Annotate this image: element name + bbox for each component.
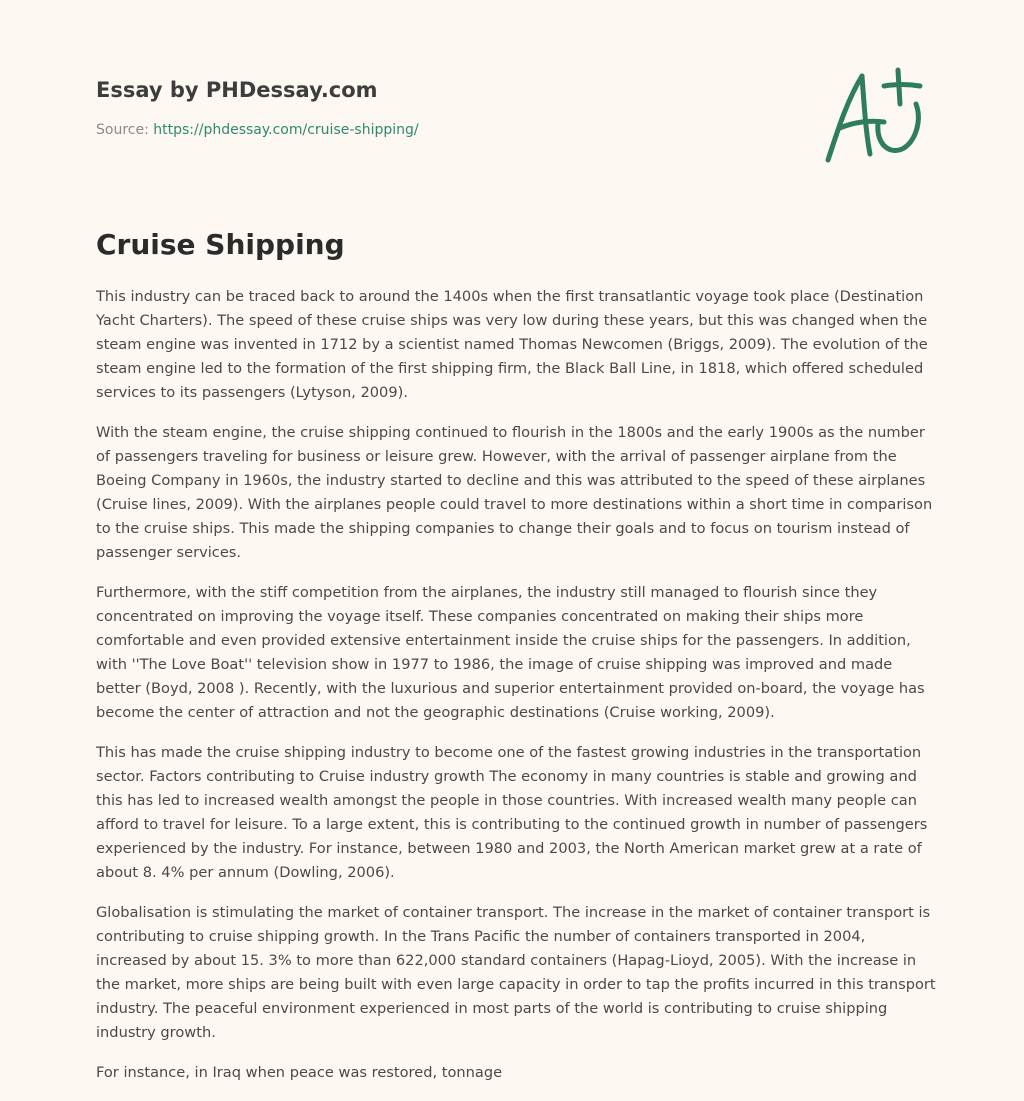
source-link[interactable]: https://phdessay.com/cruise-shipping/	[153, 122, 419, 138]
source-line	[96, 120, 796, 140]
essay-title: Cruise Shipping	[96, 228, 345, 261]
essay-paragraph: This has made the cruise shipping industry to become one of the fastest growing industries in the transportation sector. Factors contributing to Cruise industry growth The economy in many countries is stable and growing and this has led to increased wealth amongst the people in those countries. With increased wealth many people can afford to travel for leisure. To a large extent, this is contributing to the continued growth in number of passengers experienced by the industry. For instance, between 1980 and 2003, the North American market grew at a rate of about 8. 4% per annum (Dowling, 2006).	[96, 744, 928, 881]
essay-paragraph: Globalisation is stimulating the market of container transport. The increase in the market of container transport is contributing to cruise shipping growth. In the Trans Pacific the number of containers transported in 2004, increased by about 15. 3% to more than 622,000 standard containers (Hapag-Lioyd, 2005). With the increase in the market, more ships are being built with even large capacity in order to tap the profits incurred in this transport industry. The peaceful environment experienced in most parts of the world is contributing to cruise shipping industry growth.	[96, 904, 936, 1041]
essay-body	[96, 285, 936, 1101]
essay-paragraph: Furthermore, with the stiff competition from the airplanes, the industry still managed to flourish since they concentrated on improving the voyage itself. These companies concentrated on making their ships more comfortable and even provided extensive entertainment inside the cruise ships for the passengers. In addition, with ''The Love Boat'' television show in 1977 to 1986, the image of cruise shipping was improved and made better (Boyd, 2008 ). Recently, with the luxurious and superior entertainment provided on-board, the voyage has become the center of attraction and not the geographic destinations (Cruise working, 2009).	[96, 584, 925, 721]
a-plus-logo-icon	[818, 64, 928, 168]
site-brand: Essay by PHDessay.com	[96, 78, 378, 102]
page-header	[96, 76, 796, 140]
essay-paragraph: For instance, in Iraq when peace was restored, tonnage	[96, 1064, 503, 1081]
essay-paragraph: This industry can be traced back to around the 1400s when the first transatlantic voyage took place (Destination Yacht Charters). The speed of these cruise ships was very low during these years, but this was changed when the steam engine was invented in 1712 by a scientist named Thomas Newcomen (Briggs, 2009). The evolution of the steam engine led to the formation of the first shipping firm, the Black Ball Line, in 1818, which offered scheduled services to its passengers (Lytyson, 2009).	[96, 288, 928, 401]
essay-paragraph: With the steam engine, the cruise shipping continued to flourish in the 1800s and the early 1900s as the number of passengers traveling for business or leisure grew. However, with the arrival of passenger airplane from the Boeing Company in 1960s, the industry started to decline and this was attributed to the speed of these airplanes (Cruise lines, 2009). With the airplanes people could travel to more destinations within a short time in comparison to the cruise ships. This made the shipping companies to change their goals and to focus on tourism instead of passenger services.	[96, 424, 933, 561]
source-label: Source:	[96, 122, 149, 138]
